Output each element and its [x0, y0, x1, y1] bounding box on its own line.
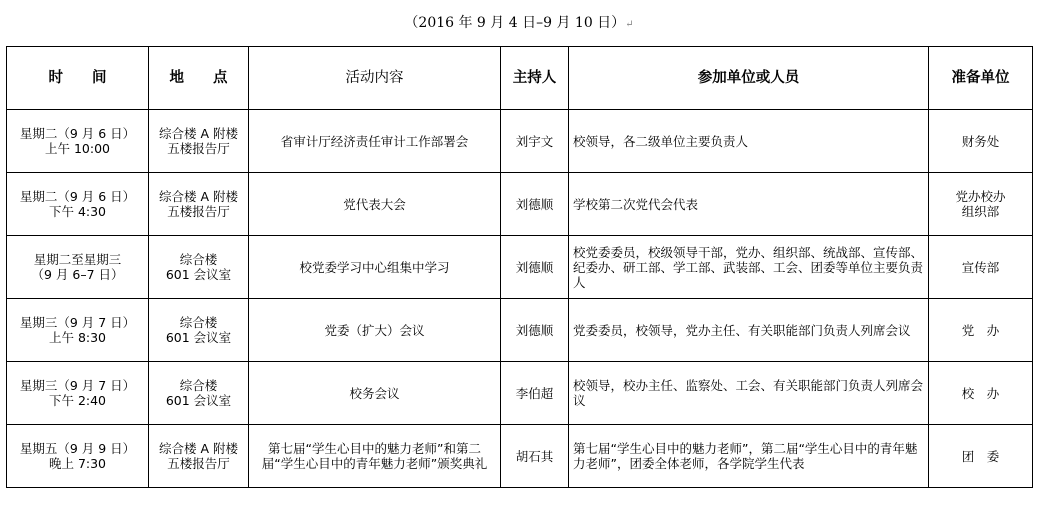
paragraph-mark-icon: ↵	[625, 19, 634, 30]
cell-host: 胡石其	[501, 425, 569, 488]
table-row	[7, 425, 1033, 488]
header-row	[7, 47, 1033, 110]
cell-host: 李伯超	[501, 362, 569, 425]
cell-activity: 省审计厅经济责任审计工作部署会	[249, 110, 501, 173]
cell-prep-unit: 校 办	[929, 362, 1033, 425]
cell-activity: 第七届“学生心目中的魅力老师”和第二届“学生心目中的青年魅力老师”颁奖典礼	[249, 425, 501, 488]
cell-activity: 党委（扩大）会议	[249, 299, 501, 362]
cell-participants: 校领导，各二级单位主要负责人	[569, 110, 929, 173]
header-participants: 参加单位或人员	[569, 47, 929, 110]
cell-place: 综合楼 A 附楼 五楼报告厅	[149, 110, 249, 173]
table-row	[7, 299, 1033, 362]
cell-time: 星期二（9 月 6 日） 上午 10:00	[7, 110, 149, 173]
cell-activity: 校党委学习中心组集中学习	[249, 236, 501, 299]
cell-time: 星期二（9 月 6 日） 下午 4:30	[7, 173, 149, 236]
cell-host: 刘德顺	[501, 236, 569, 299]
cell-time: 星期三（9 月 7 日） 下午 2:40	[7, 362, 149, 425]
cell-place: 综合楼 601 会议室	[149, 236, 249, 299]
cell-place: 综合楼 A 附楼 五楼报告厅	[149, 173, 249, 236]
header-place: 地 点	[149, 47, 249, 110]
header-prep-unit: 准备单位	[929, 47, 1033, 110]
title-text: （2016 年 9 月 4 日–9 月 10 日）	[404, 15, 626, 31]
cell-prep-unit: 团 委	[929, 425, 1033, 488]
cell-prep-unit: 宣传部	[929, 236, 1033, 299]
table-row	[7, 362, 1033, 425]
cell-prep-unit: 党 办	[929, 299, 1033, 362]
cell-participants: 第七届“学生心目中的魅力老师”，第二届“学生心目中的青年魅力老师”，团委全体老师，各学院学生代表	[569, 425, 929, 488]
table-row	[7, 110, 1033, 173]
table-row	[7, 236, 1033, 299]
cell-activity: 校务会议	[249, 362, 501, 425]
cell-participants: 学校第二次党代会代表	[569, 173, 929, 236]
cell-host: 刘德顺	[501, 299, 569, 362]
cell-time: 星期五（9 月 9 日） 晚上 7:30	[7, 425, 149, 488]
table-row	[7, 173, 1033, 236]
cell-prep-unit: 财务处	[929, 110, 1033, 173]
cell-place: 综合楼 601 会议室	[149, 362, 249, 425]
cell-prep-unit: 党办校办 组织部	[929, 173, 1033, 236]
cell-participants: 校领导，校办主任、监察处、工会、有关职能部门负责人列席会议	[569, 362, 929, 425]
cell-time: 星期三（9 月 7 日） 上午 8:30	[7, 299, 149, 362]
cell-time: 星期二至星期三 （9 月 6–7 日）	[7, 236, 149, 299]
schedule-title	[0, 14, 1038, 34]
cell-participants: 党委委员，校领导，党办主任、有关职能部门负责人列席会议	[569, 299, 929, 362]
schedule-table	[6, 46, 1033, 488]
cell-host: 刘德顺	[501, 173, 569, 236]
cell-place: 综合楼 601 会议室	[149, 299, 249, 362]
cell-host: 刘宇文	[501, 110, 569, 173]
header-activity: 活动内容	[249, 47, 501, 110]
header-time: 时 间	[7, 47, 149, 110]
cell-activity: 党代表大会	[249, 173, 501, 236]
header-host: 主持人	[501, 47, 569, 110]
cell-place: 综合楼 A 附楼 五楼报告厅	[149, 425, 249, 488]
cell-participants: 校党委委员，校级领导干部，党办、组织部、统战部、宣传部、纪委办、研工部、学工部、武装部、工会、团委等单位主要负责人	[569, 236, 929, 299]
